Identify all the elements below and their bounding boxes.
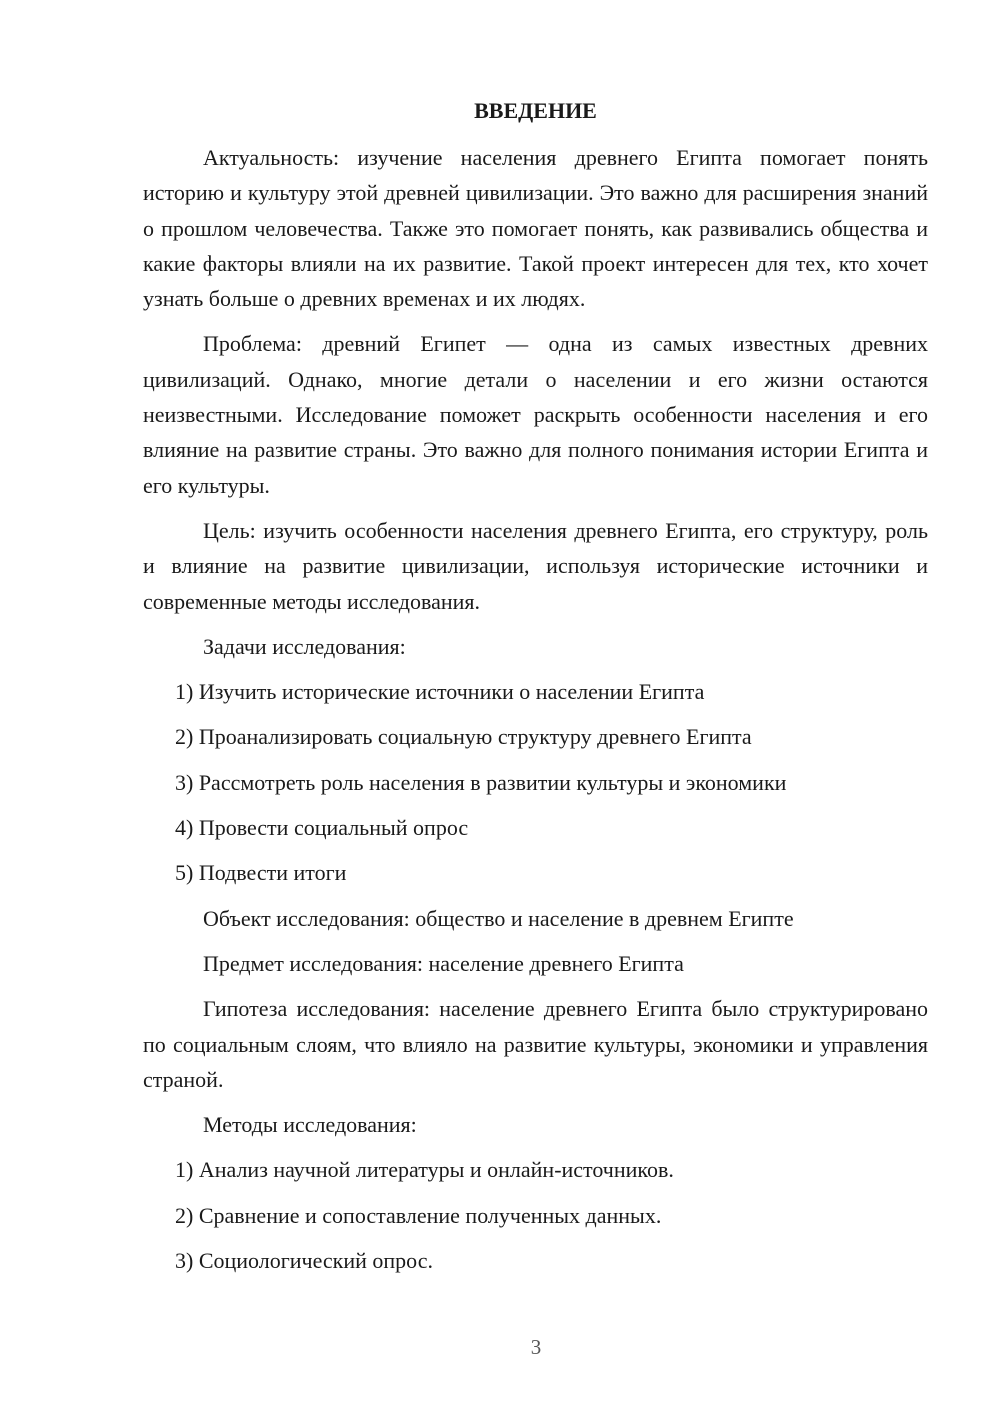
methods-label: Методы исследования: bbox=[203, 1112, 417, 1138]
subject-line: Предмет исследования: население древнего Египта bbox=[203, 950, 684, 976]
list-item: 5) Подвести итоги bbox=[175, 860, 347, 886]
section-heading: ВВЕДЕНИЕ bbox=[474, 98, 597, 123]
methods-list bbox=[143, 1152, 928, 1278]
list-item: 2) Проанализировать социальную структуру древнего Египта bbox=[175, 724, 752, 750]
list-item: 1) Изучить исторические источники о населении Египта bbox=[175, 679, 705, 705]
hypothesis-paragraph: Гипотеза исследования: население древнего Египта было структурировано по социальным слоям, что влияло на развитие культуры, экономики и управления страной. bbox=[143, 996, 928, 1092]
page-content bbox=[143, 92, 928, 1288]
tasks-list bbox=[143, 674, 928, 890]
problem-paragraph: Проблема: древний Египет — одна из самых известных древних цивилизаций. Однако, многие детали о населении и его жизни остаются неизвестными. Исследование поможет раскрыть особенности населения и его влияние на развитие страны. Это важно для полного понимания истории Египта и его культуры. bbox=[143, 331, 928, 498]
list-item: 1) Анализ научной литературы и онлайн-источников. bbox=[175, 1157, 674, 1183]
tasks-label: Задачи исследования: bbox=[203, 633, 406, 659]
list-item: 3) Рассмотреть роль населения в развитии культуры и экономики bbox=[175, 769, 787, 795]
page-number: 3 bbox=[530, 1335, 542, 1359]
object-line: Объект исследования: общество и население в древнем Египте bbox=[203, 905, 794, 931]
list-item: 3) Социологический опрос. bbox=[175, 1248, 433, 1274]
list-item: 4) Провести социальный опрос bbox=[175, 815, 469, 841]
relevance-paragraph: Актуальность: изучение населения древнего Египта помогает понять историю и культуру этой древней цивилизации. Это важно для расширения знаний о прошлом человечества. Также это помогает понять, как развивались общества и какие факторы влияли на их развитие. Такой проект интересен для тех, кто хочет узнать больше о древних временах и их людях. bbox=[143, 145, 928, 312]
list-item: 2) Сравнение и сопоставление полученных данных. bbox=[175, 1202, 662, 1228]
goal-paragraph: Цель: изучить особенности населения древнего Египта, его структуру, роль и влияние на развитие цивилизации, используя исторические источники и современные методы исследования. bbox=[143, 517, 928, 614]
